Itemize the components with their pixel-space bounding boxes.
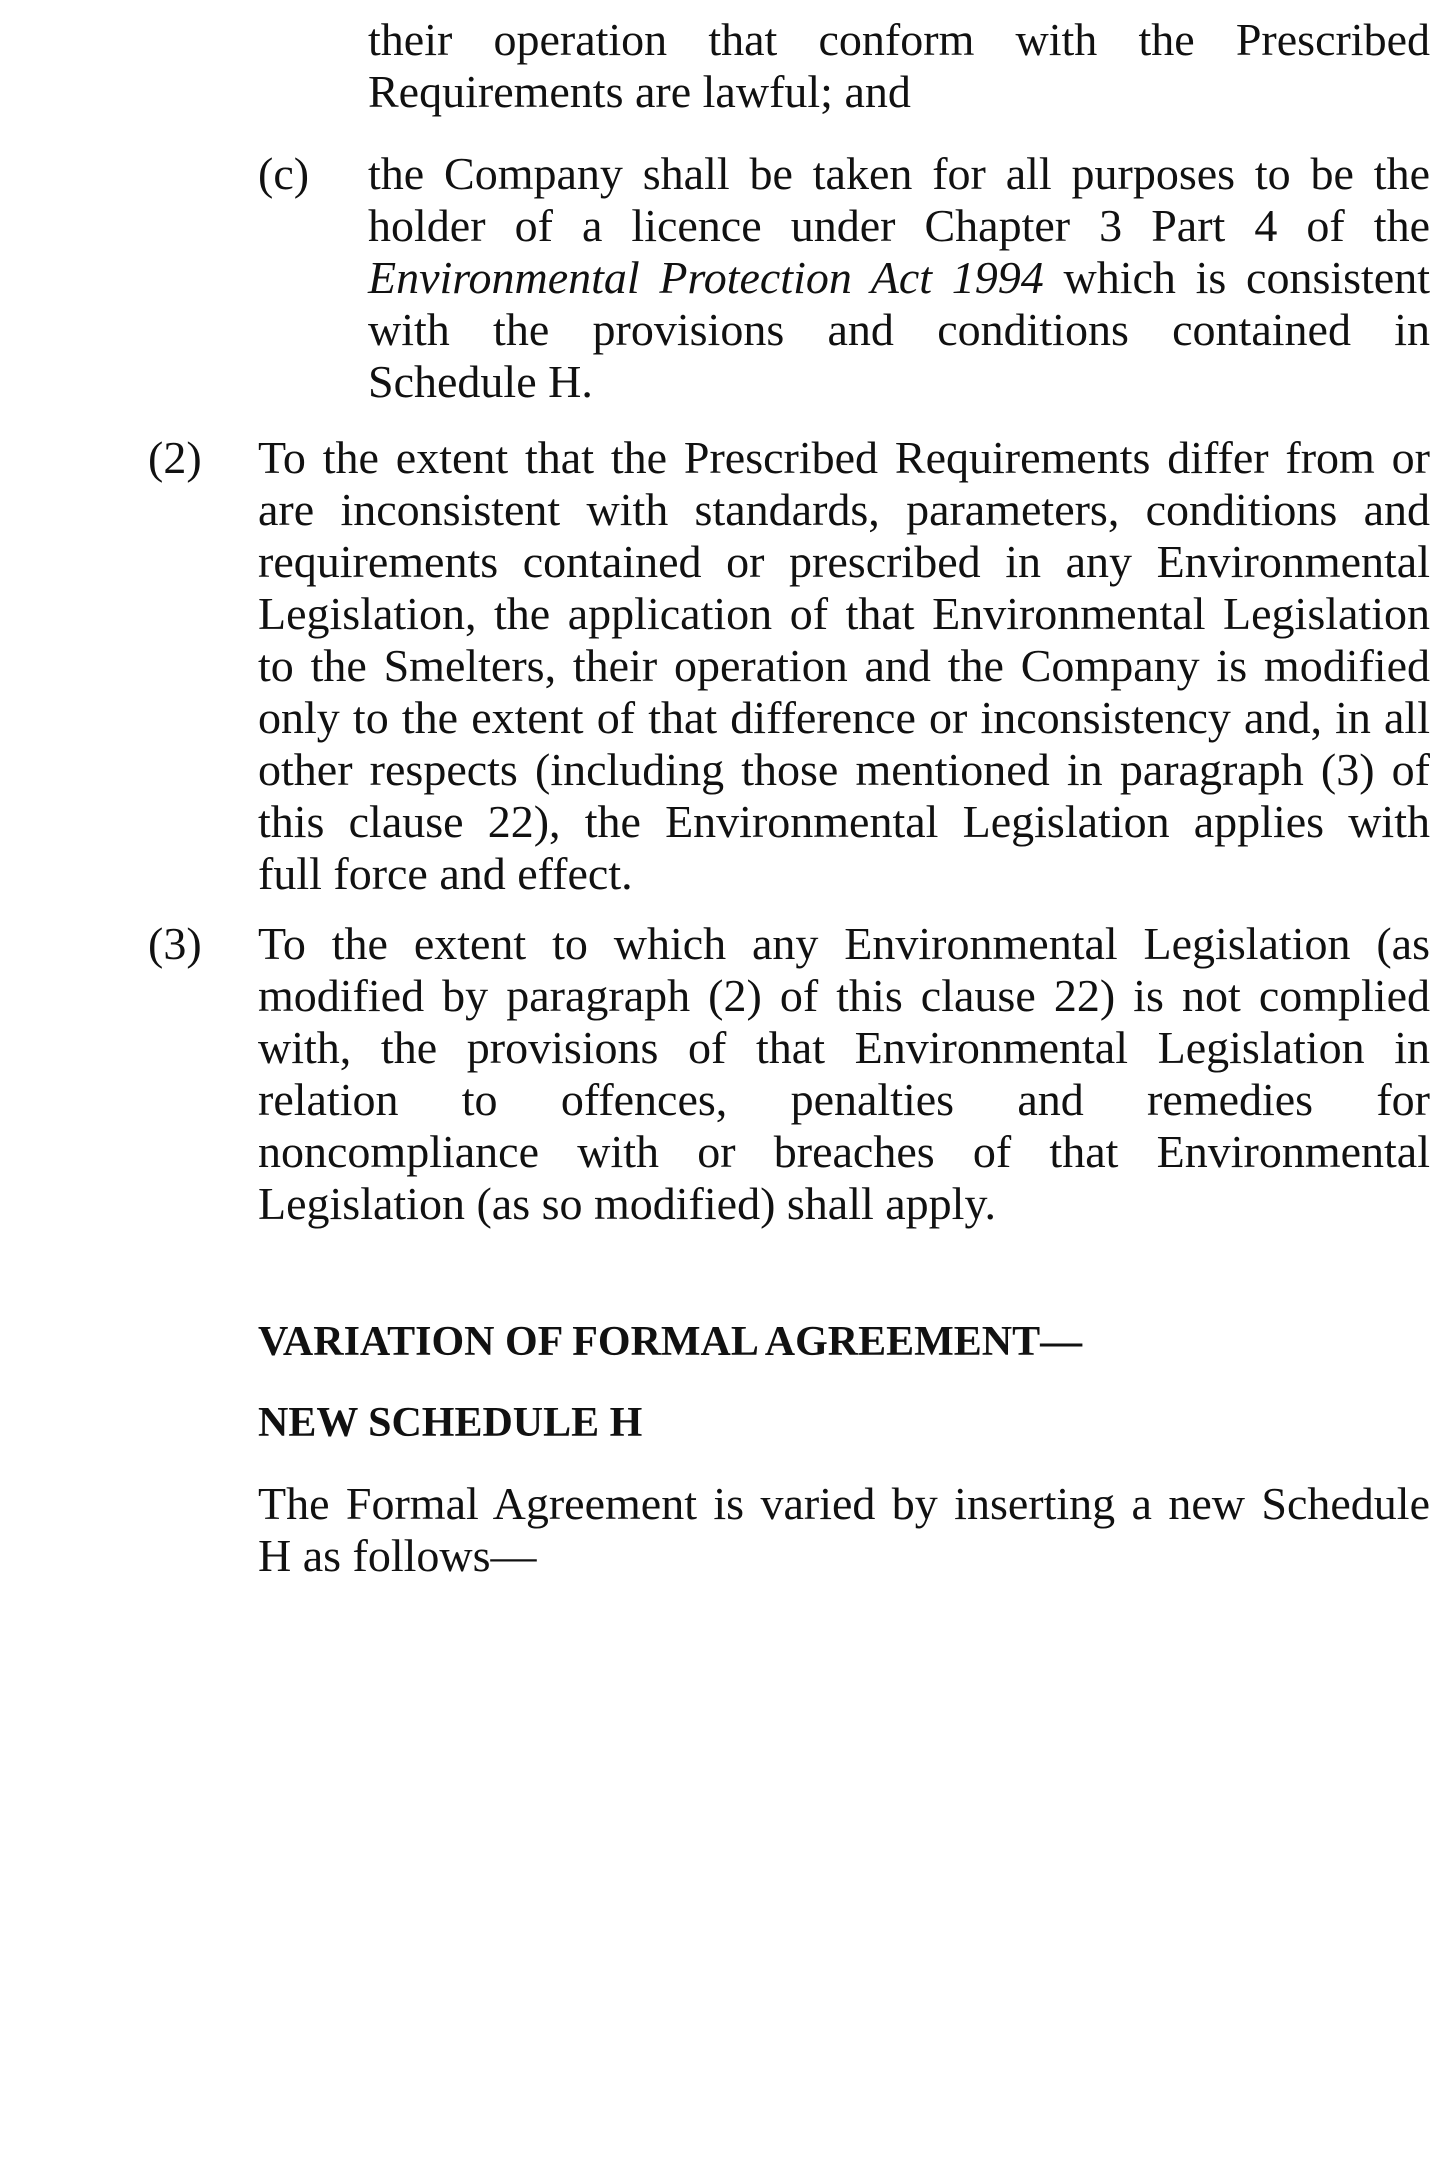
paragraph-3-line: relation to offences, penalties and remedies for [258, 1074, 1430, 1125]
section-heading-line-1: VARIATION OF FORMAL AGREEMENT— [258, 1319, 1083, 1365]
final-paragraph-line-1: The Formal Agreement is varied by inserting a new Schedule [258, 1478, 1430, 1529]
paragraph-2-line: full force and effect. [258, 848, 633, 899]
item-c-line-1: the Company shall be taken for all purposes to be the [368, 148, 1430, 199]
item-c-line-4: with the provisions and conditions contained in [368, 304, 1430, 355]
final-paragraph-line-2: H as follows— [258, 1530, 537, 1581]
paragraph-3-label: (3) [148, 918, 202, 969]
item-c-label: (c) [258, 148, 310, 199]
paragraph-3-line: noncompliance with or breaches of that Environmental [258, 1126, 1430, 1177]
act-title: Environmental Protection Act 1994 [368, 252, 1044, 303]
item-c-line-3 [368, 252, 1430, 304]
paragraph-2-label: (2) [148, 432, 202, 483]
paragraph-2-line: To the extent that the Prescribed Requirements differ from or [258, 432, 1430, 483]
paragraph-2-line: requirements contained or prescribed in any Environmental [258, 536, 1430, 587]
paragraph-3-line: To the extent to which any Environmental Legislation (as [258, 918, 1430, 969]
paragraph-3-text [258, 918, 1430, 1230]
paragraph-3-line: with, the provisions of that Environmental Legislation in [258, 1022, 1430, 1073]
paragraph-3-line: modified by paragraph (2) of this clause 22) is not complied [258, 970, 1430, 1021]
paragraph-2-line: Legislation, the application of that Environmental Legislation [258, 588, 1430, 639]
paragraph-2-line: are inconsistent with standards, parameters, conditions and [258, 484, 1430, 535]
item-b-continuation [368, 14, 1430, 118]
paragraph-2-line: this clause 22), the Environmental Legislation applies with [258, 796, 1430, 847]
paragraph-2-text [258, 432, 1430, 900]
item-c-line-5: Schedule H. [368, 356, 593, 407]
section-heading-line-2: NEW SCHEDULE H [258, 1400, 643, 1446]
item-b-line-1: their operation that conform with the Prescribed [368, 14, 1430, 65]
paragraph-3-line: Legislation (as so modified) shall apply. [258, 1178, 996, 1229]
paragraph-2-line: to the Smelters, their operation and the Company is modified [258, 640, 1430, 691]
paragraph-2-line: other respects (including those mentioned in paragraph (3) of [258, 744, 1430, 795]
paragraph-2-line: only to the extent of that difference or inconsistency and, in all [258, 692, 1430, 743]
item-c-line-3-rest: which is consistent [1043, 252, 1431, 303]
item-c-text [368, 148, 1430, 408]
final-paragraph [258, 1478, 1430, 1582]
item-b-line-2: Requirements are lawful; and [368, 66, 911, 117]
item-c-line-2: holder of a licence under Chapter 3 Part 4 of the [368, 200, 1430, 251]
